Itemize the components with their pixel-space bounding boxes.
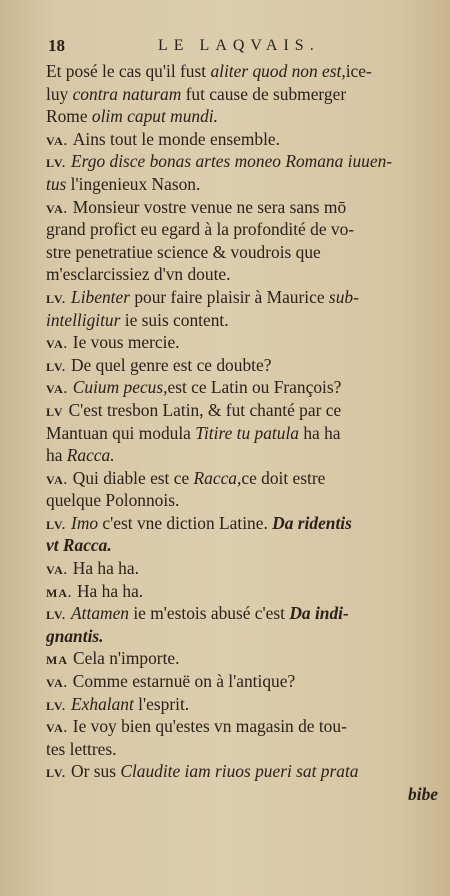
page-header	[48, 36, 438, 58]
speaker-label: LV.	[46, 608, 67, 623]
text-segment: Qui diable est ce	[72, 467, 194, 488]
latin-phrase: gnantis.	[46, 625, 104, 646]
text-line	[46, 647, 438, 670]
speaker-label: VA.	[46, 382, 68, 397]
text-segment: Et posé le cas qu'il fust	[46, 61, 211, 81]
speaker-label: VA.	[46, 133, 68, 148]
speaker-label: LV	[46, 404, 64, 419]
text-segment: ha	[46, 445, 67, 466]
text-segment: Ains tout le monde ensemble.	[72, 128, 280, 149]
text-line	[46, 715, 438, 738]
text-segment: Ie voy bien qu'estes vn magasin de tou-	[72, 716, 347, 737]
text-line	[46, 105, 438, 128]
text-line	[46, 489, 438, 512]
text-segment: De quel genre est ce doubte?	[71, 354, 272, 375]
text-segment: Comme estarnuë on à l'antique?	[72, 671, 296, 692]
text-line	[46, 83, 438, 106]
speaker-label: VA.	[46, 676, 68, 691]
text-line	[46, 760, 438, 783]
text-segment: quelque Polonnois.	[46, 490, 180, 511]
text-line	[46, 263, 438, 286]
text-segment: Rome	[46, 106, 92, 127]
text-line	[46, 557, 438, 580]
latin-phrase: Claudite iam riuos pueri sat prata	[120, 761, 359, 782]
text-segment: Ie vous mercie.	[72, 332, 180, 353]
text-segment: l'esprit.	[133, 693, 190, 714]
text-line	[46, 534, 438, 557]
text-line	[46, 331, 438, 354]
speaker-label: LV.	[46, 156, 67, 171]
latin-phrase: Ergo disce bonas artes moneo Romana iuuen-	[71, 151, 393, 172]
speaker-label: LV.	[46, 517, 67, 532]
text-line	[46, 467, 438, 490]
speaker-label: VA.	[46, 563, 68, 578]
latin-phrase: sub-	[328, 286, 359, 307]
text-segment: Or sus	[71, 761, 121, 782]
text-line	[46, 422, 438, 445]
speaker-label: VA.	[46, 472, 68, 487]
text-line	[46, 738, 438, 761]
latin-phrase: intelligitur	[46, 309, 121, 330]
text-segment: ce doit estre	[241, 467, 326, 488]
text-segment: ie suis content.	[120, 309, 229, 330]
text-segment: stre penetratiue science & voudrois que	[46, 241, 321, 262]
text-segment: m'esclarcissiez d'vn doute.	[46, 264, 231, 285]
latin-phrase: tus	[46, 173, 67, 194]
text-segment: grand profict eu egard à la profondité de vo-	[46, 219, 355, 240]
text-segment: tes lettres.	[46, 738, 117, 759]
text-segment: Ha ha ha.	[77, 580, 144, 601]
text-segment: ie m'estois abusé c'est	[129, 603, 290, 624]
text-line	[46, 376, 438, 399]
text-segment: ha ha	[298, 422, 341, 443]
text-line	[46, 625, 438, 648]
latin-phrase: Imo	[71, 512, 99, 533]
text-line	[46, 218, 438, 241]
text-line	[46, 512, 438, 535]
latin-phrase: bibe	[408, 784, 438, 804]
text-segment: pour faire plaisir à Maurice	[129, 286, 329, 307]
text-line	[46, 196, 438, 219]
speaker-label: LV.	[46, 291, 67, 306]
text-segment: c'est vne diction Latine.	[98, 512, 273, 533]
latin-phrase: Attamen	[71, 603, 129, 624]
latin-phrase: Titire tu patula	[195, 422, 299, 443]
latin-phrase: vt Racca.	[46, 535, 112, 556]
text-line	[46, 241, 438, 264]
text-line	[46, 150, 438, 173]
speaker-label: LV.	[46, 766, 67, 781]
text-segment: Ha ha ha.	[72, 558, 139, 579]
latin-phrase: Exhalant	[71, 693, 134, 714]
text-segment: luy	[46, 83, 73, 104]
text-line	[46, 783, 438, 806]
latin-phrase: Cuium pecus,	[72, 377, 168, 398]
text-line	[46, 60, 438, 83]
latin-phrase: olim caput mundi.	[91, 106, 218, 127]
text-line	[46, 354, 438, 377]
text-segment: ice-	[345, 61, 372, 81]
latin-phrase: contra naturam	[72, 83, 182, 104]
speaker-label: LV.	[46, 359, 67, 374]
text-line	[46, 670, 438, 693]
text-line	[46, 693, 438, 716]
text-segment: Cela n'importe.	[73, 648, 180, 669]
text-segment: C'est tresbon Latin, & fut chanté par ce	[68, 399, 342, 420]
text-segment: l'ingenieux Nason.	[66, 173, 201, 194]
latin-phrase: Racca,	[193, 467, 242, 488]
text-line	[46, 602, 438, 625]
running-title: LE LAQVAIS.	[158, 37, 320, 54]
latin-phrase: Da indi-	[289, 603, 349, 624]
speaker-label: LV.	[46, 698, 67, 713]
text-line	[46, 580, 438, 603]
text-line	[46, 399, 438, 422]
speaker-label: VA.	[46, 201, 68, 216]
speaker-label: VA.	[46, 721, 68, 736]
text-line	[46, 444, 438, 467]
latin-phrase: aliter quod non est,	[210, 61, 346, 81]
page-number: 18	[48, 36, 65, 55]
text-line	[46, 286, 438, 309]
text-line	[46, 128, 438, 151]
speaker-label: MA.	[46, 585, 72, 600]
text-segment: fut cause de submerger	[181, 83, 347, 104]
text-segment: est ce Latin ou François?	[167, 377, 342, 398]
text-segment: Mantuan qui modula	[46, 422, 196, 443]
speaker-label: MA	[46, 653, 68, 668]
latin-phrase: Libenter	[71, 286, 130, 307]
latin-phrase: Da ridentis	[272, 512, 352, 533]
speaker-label: VA.	[46, 337, 68, 352]
latin-phrase: Racca.	[66, 445, 115, 466]
text-line	[46, 173, 438, 196]
text-segment: Monsieur vostre venue ne sera sans mō	[72, 196, 347, 217]
text-line	[46, 309, 438, 332]
dialogue-text	[46, 60, 438, 806]
